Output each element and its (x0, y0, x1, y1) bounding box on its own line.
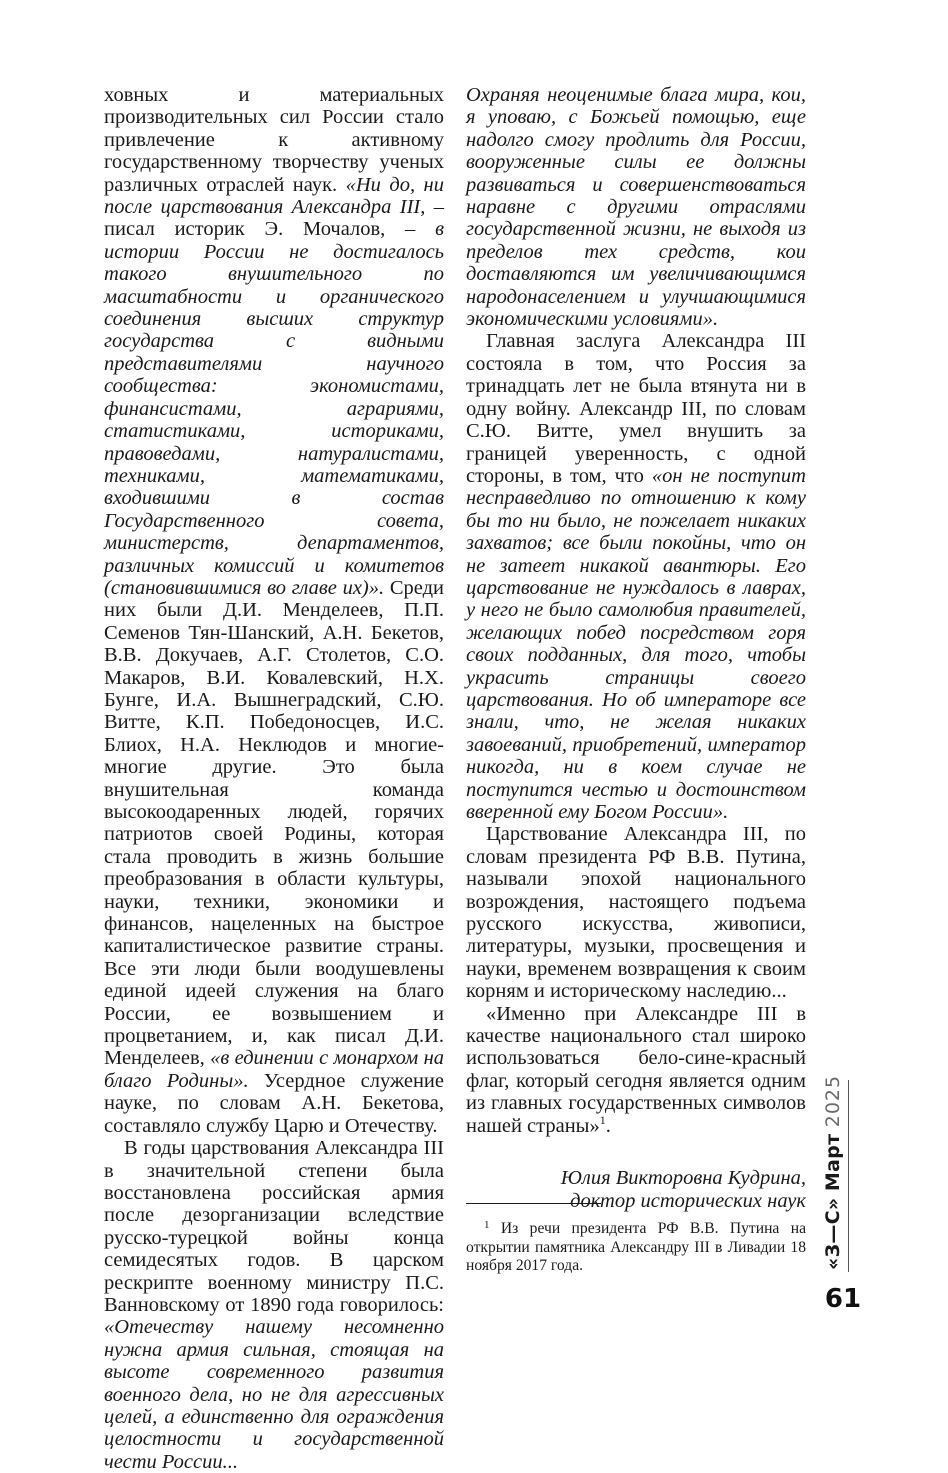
author-signature (466, 1167, 806, 1212)
issue-year: 2025 (822, 1074, 844, 1128)
author-title: доктор исторических наук (570, 1189, 806, 1212)
left-paragraph-1: ховных и материальных производительных сил России стало привлечение к активному государственному творчеству ученых различных отраслей наук. «Ни до, ни после царствования Александра III, – писал историк Э. Мочалов, – в истории России не достигалось такого внушительного по масштабности и органического соединения высших структур государства с видными представителями научного сообщества: экономистами, финансистами, аграриями, статистиками, историками, правоведами, натуралистами, техниками, математиками, входившими в состав Государственного совета, министерств, департаментов, различных комиссий и комитетов (становившимися во главе их)». Среди них были Д.И. Менделеев, П.П. Семенов Тян-Шанский, А.Н. Бекетов, В.В. Докучаев, А.Г. Столетов, С.О. Макаров, В.И. Ковалевский, Н.Х. Бунге, И.А. Вышнеградский, С.Ю. Витте, К.П. Победоносцев, И.С. Блиох, Н.А. Неклюдов и многие-многие другие. Это была внушительная команда высокоодаренных людей, горячих патриотов своей Родины, которая стала проводить в жизнь большие преобразования в области культуры, науки, техники, экономики и финансов, нацеленных на быстрое капиталистическое развитие страны. Все эти люди были воодушевлены единой идеей служения на благо России, ее возвышением и процветанием, и, как писал Д.И. Менделеев, «в единении с монархом на благо Родины». Усердное служение науке, по словам А.Н. Бекетова, составляло службу Царю и Отечеству. (104, 84, 445, 1137)
footnote-divider (466, 1203, 601, 1204)
right-paragraph-4: «Именно при Александре III в качестве национального стал широко использоваться бело-сине-красный флаг, который сегодня является одним из главных государственных символов нашей страны»$^1$. (466, 1002, 806, 1137)
right-column (466, 84, 806, 1212)
quote-not-before-not-after: «Ни до, ни после царствования Александра III, (104, 173, 444, 219)
quote-mendeleev: «в единении с монархом на благо Родины». (104, 1047, 444, 1092)
footnote-number: 1 (484, 1219, 490, 1231)
author-name: Юлия Викторовна Кудрина, (560, 1167, 806, 1190)
right-paragraph-2: Главная заслуга Александра III состояла в том, что Россия за тринадцать лет не была втянута ни в одну войну. Александр III, по словам С.Ю. Витте, умел внушить за границей уверенность, с одной стороны, в том, что «он не поступит несправедливо по отношению к кому бы то ни было, не пожелает никаких захватов; все были покойны, что он не затеет никакой авантюры. Его царствование не нуждалось в лаврах, у него не было самолюбия правителей, желающих побед посредством горя своих подданных, для того, чтобы украсить страницы своего царствования. Но об императоре все знали, что, не желая никаких завоеваний, приобретений, император никогда, ни в коем случае не поступится честью и достоинством вверенной ему Богом России». (466, 330, 806, 823)
left-column (104, 84, 444, 1473)
sidebar-divider (848, 1080, 849, 1272)
sidebar-issue-label (822, 1075, 844, 1270)
footnote (466, 1216, 806, 1276)
magazine-name: «З—С» (822, 1197, 844, 1270)
quote-witte: «он не поступит несправедливо по отношению к кому бы то ни было, не пожелает никаких захватов; все были покойны, что он не затеет никакой авантюры. Его царствование не нуждалось в лаврах, у него не было самолюбия правителей, желающих побед посредством горя своих подданных, для того, чтобы украсить страницы своего царствования. Но об императоре все знали, что, не желая никаких завоеваний, приобретений, император никогда, ни в коем случае не поступится честью и достоинством вверенной ему Богом России». (466, 464, 806, 823)
quote-rescript: «Отечеству нашему несомненно нужна армия сильная, стоящая на высоте современного развития военного дела, но не для агрессивных целей, а единственно для ограждения целостности и государственной чести России... (104, 1316, 444, 1473)
quote-mochalov: в истории России не достигалось такого внушительного по масштабности и органического соединения высших структур государства с видными представителями научного сообщества: экономистами, финансистами, аграриями, статистиками, историками, правоведами, натуралистами, техниками, математиками, входившими в состав Государственного совета, министерств, департаментов, различных комиссий и комитетов (становившимися во главе их)». (104, 218, 444, 599)
quote-rescript-continued: Охраняя неоценимые блага мира, кои, я уповаю, с Божьей помощью, еще надолго смогу продлить для России, вооруженные силы ее должны развиваться и совершенствоваться наравне с другими отраслями государственной жизни, не выходя из пределов тех средств, кои доставляются им увеличивающимся народонаселением и улучшающимися экономическими условиями». (466, 84, 806, 331)
right-paragraph-3: Царствование Александра III, по словам президента РФ В.В. Путина, называли эпохой национального возрождения, настоящего подъема русского искусства, живописи, литературы, музыки, просвещения и науки, временем возвращения к своим корням и историческому наследию... (466, 823, 806, 1003)
right-paragraph-1 (466, 84, 806, 330)
left-paragraph-2: В годы царствования Александра III в значительной степени была восстановлена российская армия после дезорганизации вследствие русско-турецкой войны конца семидесятых годов. В царском рескрипте военному министру П.С. Ванновскому от 1890 года говорилось: «Отечеству нашему несомненно нужна армия сильная, стоящая на высоте современного развития военного дела, но не для агрессивных целей, а единственно для ограждения целостности и государственной чести России... (104, 1137, 444, 1473)
footnote-reference: 1 (599, 1112, 606, 1127)
page-number: 61 (824, 1284, 862, 1314)
issue-month: Март (822, 1133, 844, 1192)
footnote-text: Из речи президента РФ В.В. Путина на открытии памятника Александру III в Ливадии 18 ноября 2017 года. (466, 1220, 806, 1274)
